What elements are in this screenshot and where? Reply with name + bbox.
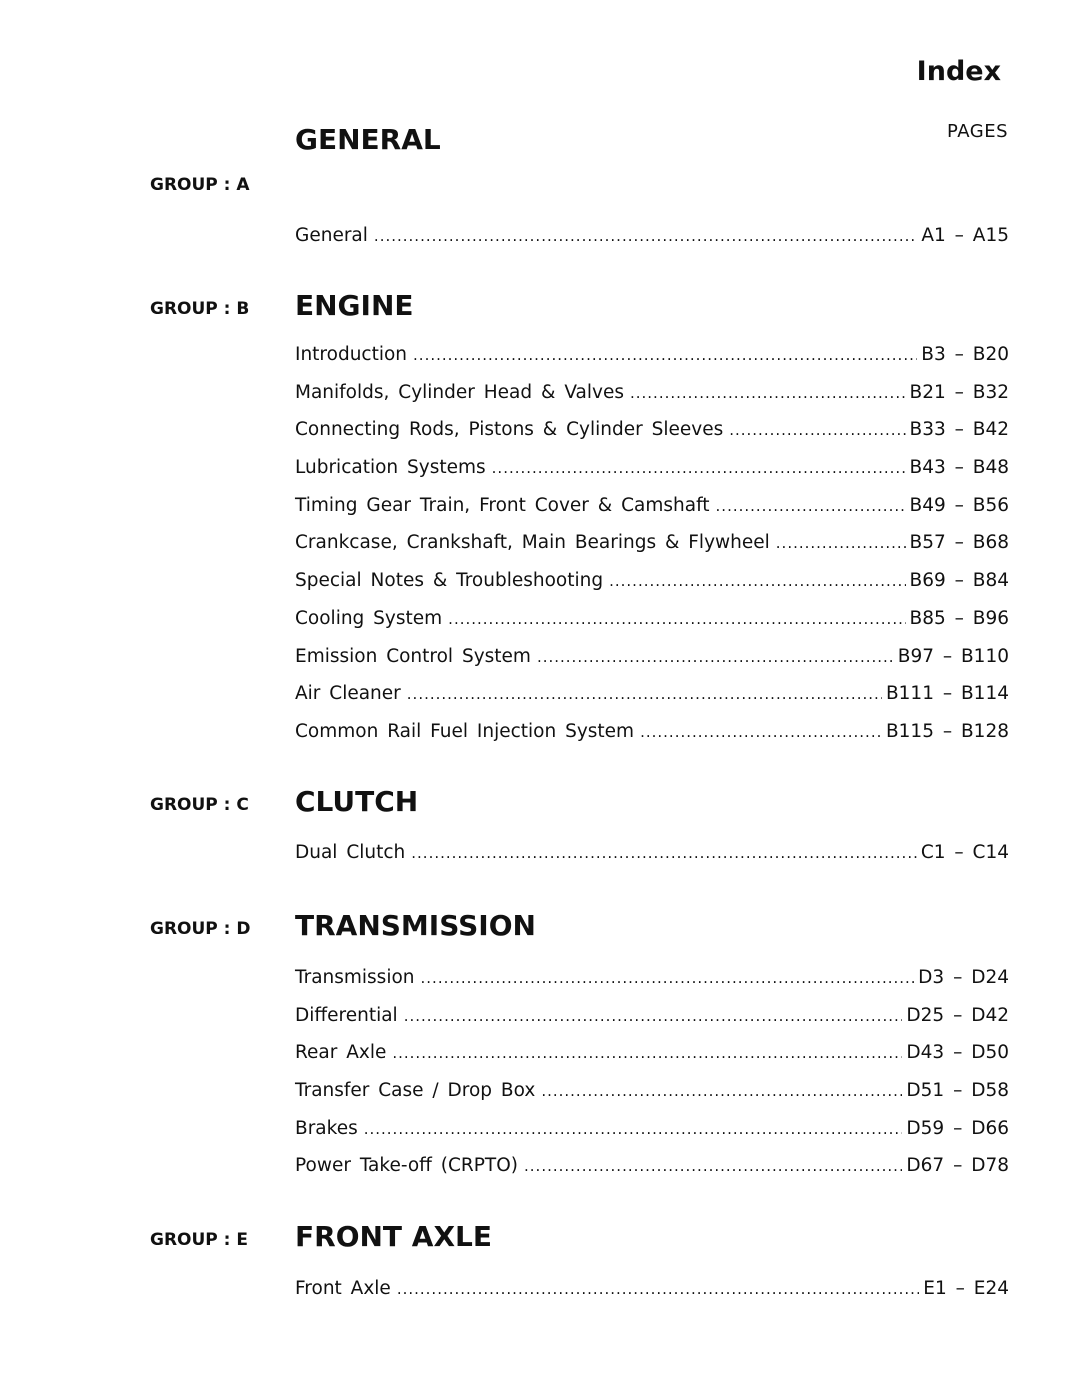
toc-entry[interactable] [295,713,1009,751]
section-title-transmission: TRANSMISSION [295,909,536,942]
dot-leader [492,450,906,488]
toc-entry-title: Crankcase, Crankshaft, Main Bearings & Flywheel [295,532,770,554]
toc-entry-pages: B49 – B56 [909,494,1009,516]
toc-entry-pages: D59 – D66 [906,1117,1009,1139]
toc-entry-title: Front Axle [295,1278,391,1299]
dot-leader [630,375,906,413]
toc-entry[interactable] [295,487,1009,525]
toc-entry-title: Power Take-off (CRPTO) [295,1155,519,1177]
toc-entry[interactable] [295,1072,1009,1110]
toc-list-front-axle [295,1270,1009,1308]
toc-list-engine [295,336,1009,751]
toc-entry-title: Timing Gear Train, Front Cover & Camshaft [295,494,710,516]
toc-entry[interactable] [295,1110,1009,1148]
toc-entry-pages: D67 – D78 [906,1155,1009,1177]
dot-leader [374,218,917,256]
dot-leader [392,1035,902,1073]
page-title: Index [916,56,1001,87]
dot-leader [421,960,915,998]
toc-entry[interactable] [295,374,1009,412]
toc-entry-pages: B3 – B20 [921,344,1009,365]
dot-leader [537,639,894,677]
toc-entry-pages: B69 – B84 [909,570,1009,592]
toc-entry[interactable] [295,959,1009,997]
toc-entry-title: General [295,225,368,246]
toc-entry[interactable] [295,600,1009,638]
dot-leader [407,676,882,714]
dot-leader [524,1148,902,1186]
toc-entry[interactable] [295,997,1009,1035]
toc-entry-pages: B85 – B96 [909,607,1009,629]
toc-entry-title: Air Cleaner [295,683,401,705]
toc-entry[interactable] [295,1034,1009,1072]
toc-entry-pages: D51 – D58 [906,1080,1009,1102]
toc-entry-title: Introduction [295,344,408,365]
toc-list-clutch [295,834,1009,872]
section-title-general: GENERAL [295,123,441,156]
group-label-b: GROUP : B [150,299,250,319]
toc-entry-title: Differential [295,1004,398,1026]
group-label-c: GROUP : C [150,795,249,815]
toc-entry-title: Lubrication Systems [295,457,486,479]
dot-leader [364,1111,903,1149]
section-title-front-axle: FRONT AXLE [295,1220,492,1253]
pages-column-label: PAGES [947,121,1008,142]
toc-entry-pages: D43 – D50 [906,1042,1009,1064]
dot-leader [609,563,905,601]
toc-entry[interactable] [295,411,1009,449]
toc-entry-title: Common Rail Fuel Injection System [295,720,635,742]
toc-entry[interactable] [295,675,1009,713]
toc-entry-title: Special Notes & Troubleshooting [295,570,604,592]
toc-entry-title: Cooling System [295,607,443,629]
toc-entry[interactable] [295,638,1009,676]
dot-leader [716,488,906,526]
dot-leader [404,998,903,1036]
dot-leader [411,835,917,873]
toc-entry-pages: A1 – A15 [921,225,1009,246]
toc-entry-pages: D3 – D24 [918,967,1009,988]
toc-entry-title: Rear Axle [295,1042,387,1064]
section-title-engine: ENGINE [295,289,414,322]
toc-entry-pages: B33 – B42 [909,419,1009,441]
section-title-clutch: CLUTCH [295,785,419,818]
toc-entry[interactable] [295,562,1009,600]
toc-entry-pages: B111 – B114 [885,683,1009,705]
toc-entry[interactable] [295,834,1009,872]
toc-entry-pages: D25 – D42 [906,1004,1009,1026]
toc-entry-pages: B97 – B110 [897,645,1009,667]
toc-entry-pages: E1 – E24 [923,1278,1009,1299]
dot-leader [729,412,905,450]
toc-entry-title: Transfer Case / Drop Box [295,1080,536,1102]
group-label-d: GROUP : D [150,919,251,939]
toc-entry-title: Manifolds, Cylinder Head & Valves [295,381,624,403]
toc-entry[interactable] [295,449,1009,487]
toc-entry[interactable] [295,1270,1009,1308]
toc-entry[interactable] [295,336,1009,374]
toc-entry-title: Dual Clutch [295,842,406,863]
toc-list-general [295,217,1009,255]
toc-entry[interactable] [295,524,1009,562]
dot-leader [397,1271,919,1309]
toc-entry-title: Transmission [295,967,415,988]
toc-entry[interactable] [295,217,1009,255]
toc-entry-pages: B43 – B48 [909,457,1009,479]
toc-entry-pages: B21 – B32 [909,381,1009,403]
dot-leader [776,525,906,563]
toc-list-transmission [295,959,1009,1185]
toc-entry-title: Brakes [295,1117,358,1139]
dot-leader [413,337,917,375]
dot-leader [448,601,905,639]
toc-entry[interactable] [295,1147,1009,1185]
toc-entry-pages: B57 – B68 [909,532,1009,554]
toc-entry-title: Emission Control System [295,645,531,667]
dot-leader [541,1073,902,1111]
toc-entry-pages: B115 – B128 [885,720,1009,742]
toc-entry-pages: C1 – C14 [920,842,1009,863]
toc-entry-title: Connecting Rods, Pistons & Cylinder Sleeves [295,419,724,441]
dot-leader [640,714,882,752]
group-label-e: GROUP : E [150,1230,249,1250]
group-label-a: GROUP : A [150,175,250,195]
